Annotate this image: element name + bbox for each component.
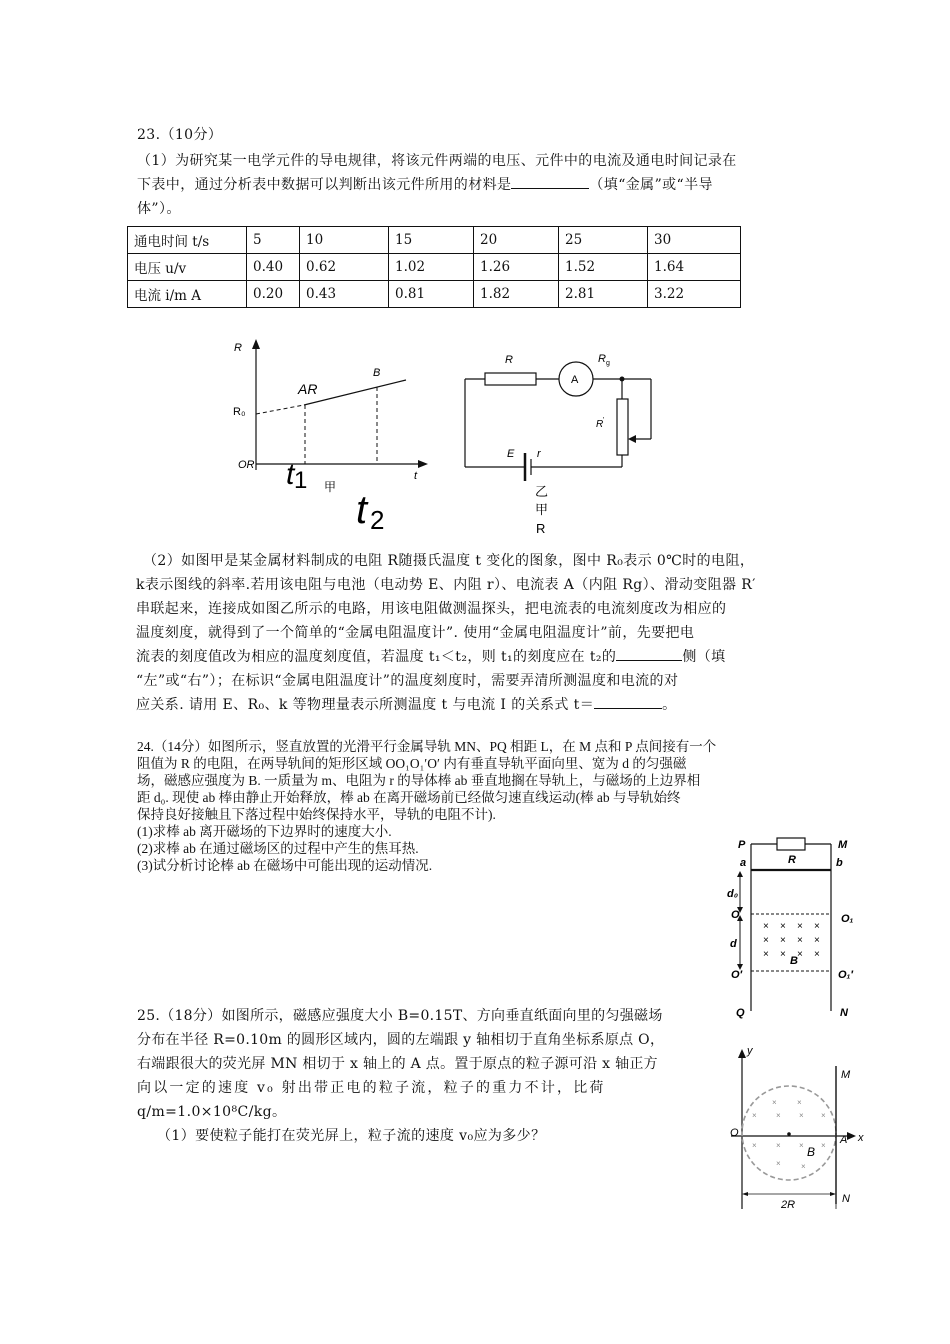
arrow-left-icon: [742, 1192, 748, 1196]
table-cell: 1.82: [474, 281, 559, 308]
q23-part2-line: （2）如图甲是某金属材料制成的电阻 R随摄氏温度 t 变化的图象，图中 R₀表示 0℃时的电阻，: [143, 553, 755, 569]
slider-arrow-icon: [628, 435, 636, 443]
q25-line: 向以一定的速度 v₀ 射出带正电的粒子流，粒子的重力不计，比荷: [137, 1080, 606, 1096]
cross-icon: ×: [799, 1111, 804, 1120]
cross-icon: ×: [814, 921, 820, 932]
q25-line: 25.（18分）如图所示，磁感应强度大小 B=0.15T、方向垂直纸面向里的匀强磁场: [137, 1008, 663, 1024]
a-label: a: [740, 857, 747, 869]
q23-part1-tail: （填“金属”或“半导: [589, 177, 713, 193]
cross-icon: ×: [763, 949, 769, 960]
rheostat-label: R: [596, 419, 604, 430]
b-field-label: B: [807, 1145, 816, 1159]
r-axis-arrow-icon: [252, 339, 260, 349]
2r-label: 2R: [781, 1199, 796, 1211]
rail-magnetic-field-diagram: [724, 826, 874, 1028]
y-axis-arrow-icon: [738, 1049, 746, 1058]
origin-label: OR: [238, 459, 255, 471]
circle-center: [787, 1132, 791, 1136]
q24-line: (2)求棒 ab 在通过磁场区的过程中产生的焦耳热.: [137, 841, 419, 856]
rheostat-prime: ': [603, 417, 605, 424]
d-label: d: [730, 938, 737, 950]
table-cell: 电压 u/v: [128, 254, 247, 281]
table-cell: 0.43: [300, 281, 389, 308]
o-label: O: [731, 909, 740, 921]
cross-icon: ×: [780, 949, 786, 960]
x-axis-arrow-icon: [847, 1132, 856, 1140]
thermometer-circuit-diagram: [455, 345, 665, 545]
q23-part2-text: 流表的刻度值改为相应的温度刻度值，若温度 t₁＜t₂，则 t₁的刻度应在 t₂的: [136, 649, 617, 665]
q23-part2-line: [136, 645, 833, 669]
q23-part1-line3: 体”）。: [137, 201, 181, 217]
b-point-label: B: [373, 367, 381, 379]
rg-label: R: [598, 353, 606, 365]
m-label: M: [838, 839, 848, 851]
o1-prime-label: O₁′: [838, 969, 854, 981]
circular-field-diagram: [727, 1044, 877, 1214]
table-row: [128, 281, 741, 308]
extrapolation-line: [256, 405, 304, 414]
table-cell: 1.26: [474, 254, 559, 281]
q25-line: 分布在半径 R=0.10m 的圆形区域内，圆的左端跟 y 轴相切于直角坐标系原点 O，: [137, 1032, 665, 1048]
figure-yi-caption: 乙: [535, 484, 549, 499]
cross-icon: ×: [752, 1141, 757, 1150]
q23-part2-text: 。: [662, 697, 677, 713]
rg-subscript: g: [606, 360, 610, 367]
table-row: [128, 254, 741, 281]
cross-icon: ×: [797, 949, 803, 960]
q23-part2-line: 串联起来，连接成如图乙所示的电路，用该电阻做测温探头，把电流表的电流刻度改为相应的: [136, 601, 727, 617]
table-cell: 30: [648, 227, 741, 254]
r-t-line: [304, 380, 406, 405]
q24-line: 24.（14分）如图所示，竖直放置的光滑平行金属导轨 MN、PQ 相距 L，在 M 点和 P 点间接有一个: [137, 739, 717, 754]
cross-icon: ×: [780, 921, 786, 932]
internal-r-label: r: [537, 448, 541, 460]
t1-label: t: [286, 458, 295, 491]
table-cell: 25: [559, 227, 648, 254]
q23-part2-line: k表示图线的斜率.若用该电阻与电池（电动势 E、内阻 r）、电流表 A（内阻 Rg）、滑动变阻器 R′: [136, 577, 756, 593]
arrow-up-icon: [737, 871, 743, 877]
q24-line: 阻值为 R 的电阻，在两导轨间的矩形区域 OO₁O₁′O′ 内有垂直导轨平面向里、宽为 d 的匀强磁: [137, 756, 687, 771]
table-cell: 0.40: [247, 254, 300, 281]
resistance-temperature-graph: [220, 335, 450, 535]
o-prime-label: O′: [731, 969, 743, 981]
answer-blank[interactable]: [616, 646, 682, 661]
figure-r-caption: R: [536, 521, 546, 536]
t1-subscript: 1: [294, 467, 308, 494]
cross-icon: ×: [821, 1111, 826, 1120]
table-cell: 20: [474, 227, 559, 254]
q-label: Q: [736, 1007, 745, 1019]
t-axis-arrow-icon: [418, 460, 428, 468]
table-cell: 1.64: [648, 254, 741, 281]
r-axis-label: R: [234, 342, 242, 354]
q25-text: [137, 1004, 712, 1148]
resistor-r: [777, 838, 805, 850]
resistor-r: [485, 373, 536, 385]
q23-part1-line1: （1）为研究某一电学元件的导电规律，将该元件两端的电压、元件中的电流及通电时间记录在: [137, 153, 737, 169]
cross-icon: ×: [763, 935, 769, 946]
cross-icon: ×: [797, 1098, 802, 1107]
table-cell: 1.52: [559, 254, 648, 281]
cross-icon: ×: [776, 1141, 781, 1150]
arrow-right-icon: [830, 1192, 836, 1196]
t2-label: t: [356, 488, 368, 532]
q24-line: 场，磁感应强度为 B. 一质量为 m、电阻为 r 的导体棒 ab 垂直地搁在导轨上，与磁场的上边界相: [137, 773, 701, 788]
figure-jia-caption: 甲: [324, 480, 337, 494]
table-cell: 15: [389, 227, 474, 254]
table-cell: 3.22: [648, 281, 741, 308]
b-label: b: [836, 857, 843, 869]
table-cell: 0.81: [389, 281, 474, 308]
q23-part2-line: [136, 693, 833, 717]
cross-icon: ×: [801, 1162, 806, 1171]
q24-line: 距 d₀. 现使 ab 棒由静止开始释放，棒 ab 在离开磁场前已经做匀速直线运动(棒 ab 与导轨始终: [137, 790, 681, 805]
table-cell: 5: [247, 227, 300, 254]
b-field-label: B: [790, 955, 798, 967]
q25-line: 右端跟很大的荧光屏 MN 相切于 x 轴上的 A 点。置于原点的粒子源可沿 x 轴正方: [137, 1056, 658, 1072]
q23-part1-text: 下表中，通过分析表中数据可以判断出该元件所用的材料是: [137, 177, 512, 193]
t2-subscript: 2: [370, 505, 385, 535]
table-cell: 电流 i/m A: [128, 281, 247, 308]
table-cell: 0.20: [247, 281, 300, 308]
ar-label: AR: [298, 381, 318, 397]
n-label: N: [840, 1007, 848, 1019]
cross-icon: ×: [814, 935, 820, 946]
a-point-label: A: [840, 1134, 848, 1146]
emf-label: E: [507, 448, 515, 460]
cross-icon: ×: [776, 1111, 781, 1120]
x-axis-label: x: [858, 1132, 864, 1144]
table-cell: 2.81: [559, 281, 648, 308]
n-label: N: [842, 1193, 850, 1205]
q23-heading: 23.（10分）: [137, 127, 223, 143]
q23-data-table: [127, 226, 741, 308]
cross-icon: ×: [821, 1141, 826, 1150]
cross-icon: ×: [797, 935, 803, 946]
q24-line: (1)求棒 ab 离开磁场的下边界时的速度大小.: [137, 824, 392, 839]
o1-label: O₁: [841, 913, 854, 925]
table-cell: 0.62: [300, 254, 389, 281]
d0-label: d₀: [727, 888, 739, 900]
cross-icon: ×: [780, 935, 786, 946]
y-axis-label: y: [747, 1045, 753, 1057]
m-label: M: [841, 1069, 851, 1081]
cross-icon: ×: [752, 1111, 757, 1120]
q24-line: (3)试分析讨论棒 ab 在磁场中可能出现的运动情况.: [137, 858, 433, 873]
rheostat-r-prime: [617, 399, 628, 455]
r-label: R: [788, 854, 796, 866]
origin-o-label: O: [730, 1127, 739, 1139]
q25-line: q/m=1.0×10⁸C/kg。: [137, 1104, 287, 1120]
cross-icon: ×: [763, 921, 769, 932]
table-cell: 10: [300, 227, 389, 254]
cross-icon: ×: [799, 1141, 804, 1150]
q23-part1: [137, 149, 827, 221]
q23-part1-line2: [137, 173, 827, 197]
ammeter-label: A: [571, 374, 579, 386]
p-label: P: [738, 839, 746, 851]
answer-blank[interactable]: [511, 174, 589, 189]
q24-line: 保持良好接触且下落过程中始终保持水平，导轨的电阻不计).: [137, 807, 496, 822]
cross-icon: ×: [797, 921, 803, 932]
q23-part2-text: 侧（填: [682, 649, 726, 665]
cross-icon: ×: [814, 949, 820, 960]
table-cell: 1.02: [389, 254, 474, 281]
q23-part2-line: 温度刻度，就得到了一个简单的“金属电阻温度计”. 使用“金属电阻温度计”前，先要把电: [136, 625, 695, 641]
answer-blank[interactable]: [594, 694, 662, 709]
r0-label: R₀: [233, 406, 246, 418]
cross-icon: ×: [772, 1098, 777, 1107]
t-axis-label: t: [414, 470, 418, 482]
q23-part2: [136, 549, 833, 717]
resistor-label: R: [505, 354, 513, 366]
figure-jia-caption-2: 甲: [535, 502, 549, 517]
table-row: [128, 227, 741, 254]
q25-line: （1）要使粒子能打在荧光屏上，粒子流的速度 v₀应为多少？: [157, 1128, 546, 1144]
table-cell: 通电时间 t/s: [128, 227, 247, 254]
q23-part2-text: 应关系. 请用 E、R₀、k 等物理量表示所测温度 t 与电流 I 的关系式 t＝: [136, 697, 595, 713]
cross-icon: ×: [776, 1159, 781, 1168]
q23-part2-line: “左”或“右”）；在标识“金属电阻温度计”的温度刻度时，需要弄清所测温度和电流的对: [136, 673, 679, 689]
